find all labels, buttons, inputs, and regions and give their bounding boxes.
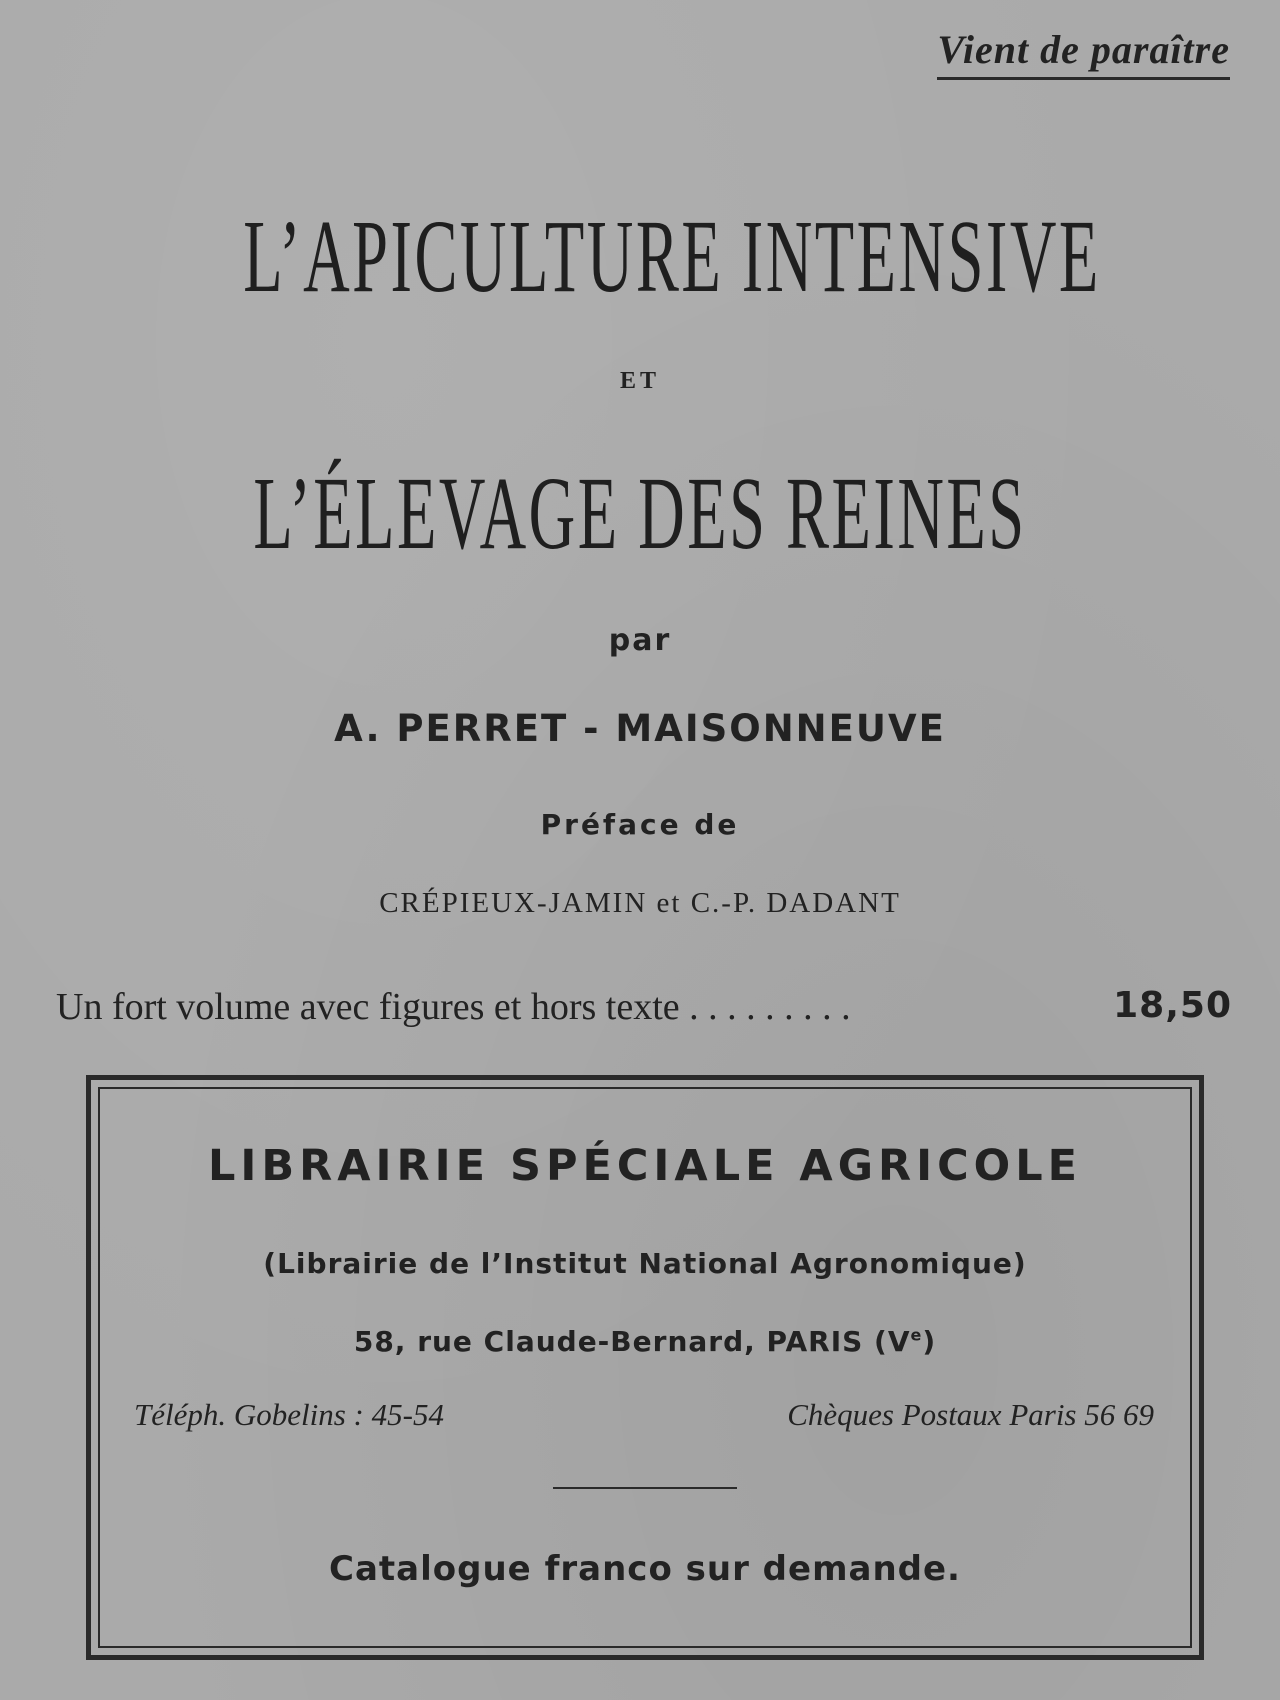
book-price: 18,50 [1113, 985, 1232, 1026]
publisher-postal-account: Chèques Postaux Paris 56 69 [787, 1397, 1154, 1432]
publisher-contact-row [134, 1397, 1154, 1437]
publisher-address-close: ) [922, 1325, 937, 1358]
publisher-address-sup: e [910, 1325, 923, 1345]
title-conjunction: ET [619, 368, 660, 394]
catalogue-note: Catalogue franco sur demande. [329, 1549, 961, 1589]
volume-description: Un fort volume avec figures et hors texte . . . . . . . . . [56, 986, 851, 1028]
volume-price-row [56, 985, 1232, 1035]
book-title-line-1 [0, 199, 1280, 314]
publisher-phone: Téléph. Gobelins : 45-54 [134, 1397, 444, 1432]
publisher-name: LIBRAIRIE SPÉCIALE AGRICOLE [207, 1141, 1083, 1191]
book-title-line-2-text: L’ÉLEVAGE DES REINES [253, 456, 1027, 571]
preface-label: Préface de [540, 808, 740, 841]
preface-authors: CRÉPIEUX-JAMIN et C.-P. DADANT [379, 887, 901, 919]
author-name: A. PERRET - MAISONNEUVE [334, 707, 946, 750]
publisher-address-main: 58, rue Claude-Bernard, PARIS (V [353, 1325, 911, 1358]
new-release-label: Vient de paraître [937, 26, 1230, 80]
publisher-box [86, 1075, 1204, 1660]
publisher-box-inner-frame [98, 1087, 1192, 1648]
divider-rule [553, 1487, 737, 1489]
by-label: par [608, 623, 672, 658]
book-title-line-1-text: L’APICULTURE INTENSIVE [243, 199, 1101, 314]
book-title-line-2 [0, 456, 1280, 571]
publisher-address [100, 1325, 1190, 1358]
publisher-subtitle: (Librairie de l’Institut National Agronomique) [263, 1247, 1027, 1280]
